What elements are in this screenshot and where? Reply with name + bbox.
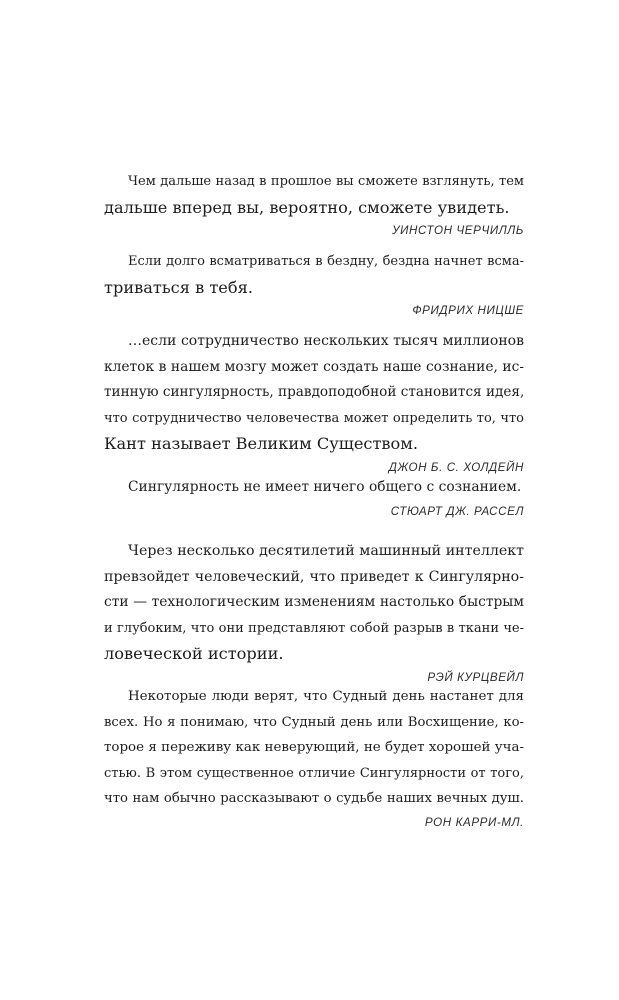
quote-line: Сингулярность не имеет ничего общего с сознанием. [128,479,522,495]
quote-line: триваться в тебя. [104,277,253,297]
quote-author: РОН КАРРИ-МЛ. [424,815,524,829]
quote-line: …если сотрудничество нескольких тысяч миллионов [128,333,524,349]
quote-line: всех. Но я понимаю, что Судный день или Восхищение, ко- [104,714,524,730]
quote-line: превзойдет человеческий, что приведет к Сингулярно- [104,568,524,585]
quote-line: сти — технологическим изменениям настолько быстрым [104,594,524,611]
quote-line: Если долго всматриваться в бездну, бездна начнет всма- [128,254,524,269]
quote-line: и глубоким, что они представляют собой разрыв в ткани че- [104,620,524,636]
quote-line: Через несколько десятилетий машинный интеллект [128,543,524,559]
quote-line: ловеческой истории. [104,644,284,664]
epigraph-nietzsche [104,249,524,319]
quote-line: клеток в нашем мозгу может создать наше сознание, ис- [104,358,524,375]
quote-author: СТЮАРТ ДЖ. РАССЕЛ [390,504,524,518]
quote-line: дальше вперед вы, вероятно, сможете увидеть. [104,197,510,217]
quote-line: стью. В этом существенное отличие Сингулярности от того, [104,765,524,781]
quote-line: что сотрудничество человечества может определить то, что [104,410,524,426]
epigraph-kurzweil [104,539,524,686]
quote-author: УИНСТОН ЧЕРЧИЛЛЬ [392,224,524,238]
quote-line: тинную сингулярность, правдоподобной становится идея, [104,384,525,401]
quote-line: Кант называет Великим Существом. [104,434,419,454]
quote-line: что нам обычно рассказывают о судьбе наших вечных душ. [104,791,524,807]
epigraph-carrey [104,684,524,831]
quote-author: ДЖОН Б. С. ХОЛДЕЙН [388,460,524,474]
epigraph-churchill [104,169,524,239]
quote-line: Чем дальше назад в прошлое вы сможете взглянуть, тем [128,174,524,189]
quote-author: РЭЙ КУРЦВЕЙЛ [427,670,524,684]
quote-line: Некоторые люди верят, что Судный день настанет для [128,689,524,704]
epigraph-russell [104,475,524,520]
quote-author: ФРИДРИХ НИЦШЕ [412,304,524,318]
quote-line: торое я переживу как неверующий, не будет хорошей уча- [104,740,524,756]
epigraph-haldane [104,329,524,476]
